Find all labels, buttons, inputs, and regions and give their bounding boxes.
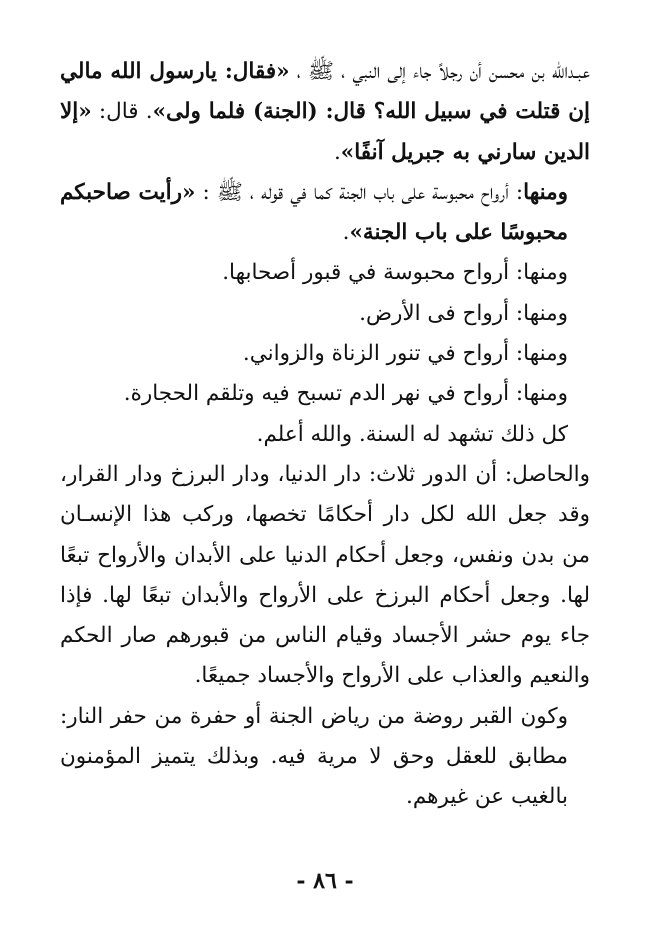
- quote-bold: «فقال: يارسول الله مالي إن قتلت في سبيل الله؟ قال: (الجنة) فلما ولى»: [60, 59, 590, 125]
- item-head: ومنها: [523, 179, 568, 205]
- paragraph-final: وكون القبر روضة من رياض الجنة أو حفرة من حفر النار: مطابق للعقل وحق لا مرية فيه. وبذلك يتميز المؤمنون بالغيب عن غيرهم.: [60, 703, 568, 810]
- item-text: : أرواح في تنور الزناة والزواني.: [242, 341, 524, 367]
- text: .: [333, 139, 341, 165]
- item-text: : أرواح فى الأرض.: [359, 300, 524, 326]
- paragraph-conclusion: كل ذلك تشهد له السنة. والله أعلم.: [256, 421, 568, 447]
- quote-bold: «إلا الدين سارني به جبريل آنفًا»: [60, 99, 590, 165]
- paragraph-hadith-2: [60, 173, 590, 254]
- list-item: [60, 374, 590, 414]
- item-text: : أرواح في نهر الدم تسبح فيه وتلقم الحجارة.: [123, 381, 524, 407]
- text: : أرواح محبوسة على باب الجنة كما في قوله ، ﷺ :: [195, 179, 524, 205]
- item-text: : أرواح محبوسة في قبور أصحابها.: [222, 260, 524, 286]
- paragraph-summary: والحاصل: أن الدور ثلاث: دار الدنيا، ودار البرزخ ودار القرار، وقد جعل الله لكل دار أحكامًا تخصها، وركب هذا الإنسـان من بدن ونفس، وجعل أحكام الدنيا على الأبدان والأرواح تبعًا لها. وجعل أحكام البرزخ على الأرواح والأبدان تبعًا لها. فإذا جاء يوم حشر الأجساد وقيام الناس من قبورهم صار الحكم والنعيم والعذاب على الأرواح والأجساد جميعًا.: [60, 461, 590, 689]
- page-number: - ٨٦ -: [296, 868, 354, 894]
- item-head: ومنها: [523, 341, 568, 367]
- item-head: ومنها: [523, 381, 568, 407]
- list-item: [60, 294, 590, 334]
- text: عبـدالله بن محسن أن رجلاً جاء إلى النبي ، ﷺ ،: [289, 59, 590, 84]
- item-head: ومنها: [523, 300, 568, 326]
- list-item: [60, 334, 590, 374]
- text: .: [342, 220, 350, 246]
- item-head: ومنها: [523, 260, 568, 286]
- text: . قال:: [91, 99, 153, 125]
- list-item: [60, 253, 590, 293]
- quote-bold: «رأيت صاحبكم محبوسًا على باب الجنة»: [60, 179, 568, 246]
- page-body: [60, 52, 590, 818]
- paragraph-hadith-1: [60, 52, 590, 173]
